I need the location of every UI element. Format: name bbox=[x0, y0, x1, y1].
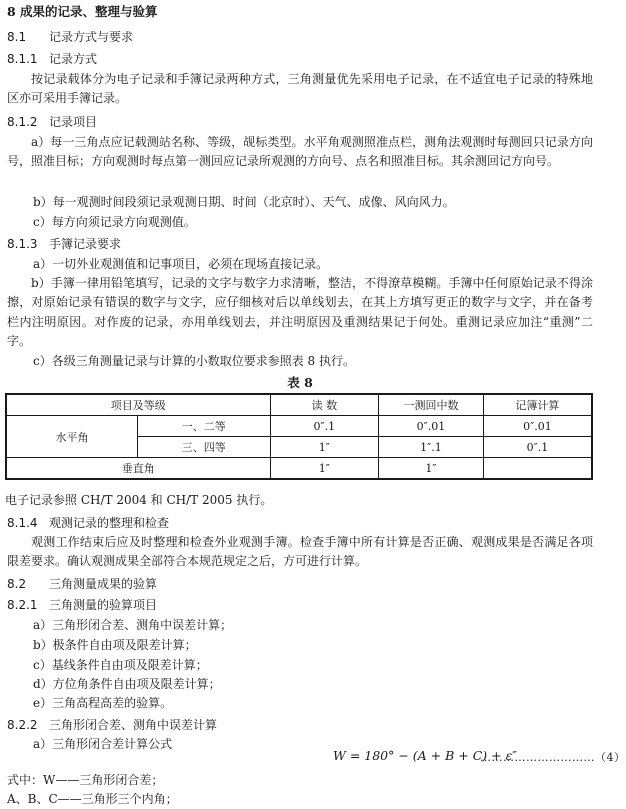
paragraph-8-1-4: 观测工作结束后应及时整理和检查外业观测手簿。检查手簿中所有计算是否正确、观测成果是否满足各项限差要求。确认观测成果全部符合本规范规定之后，方可进行计算。 bbox=[7, 535, 593, 569]
table-8-caption: 表 8 bbox=[287, 375, 313, 390]
section-number: 8.2.1 bbox=[7, 598, 38, 612]
paragraph-8-1-3-a: a）一切外业观测值和记事项目，必须在现场直接记录。 bbox=[33, 257, 329, 271]
section-8-1-1-heading bbox=[7, 50, 97, 67]
section-8-1-4-heading bbox=[7, 514, 169, 531]
electronic-record-note: 电子记录参照 CH/T 2004 和 CH/T 2005 执行。 bbox=[5, 493, 273, 507]
table-row bbox=[6, 416, 592, 437]
paragraph-8-1-1: 按记录载体分为电子记录和手簿记录两种方式，三角测量优先采用电子记录，在不适宜电子记录的特殊地区亦可采用手簿记录。 bbox=[7, 72, 593, 106]
table-header-row bbox=[6, 394, 592, 416]
section-number: 8.1.2 bbox=[7, 115, 38, 129]
section-title: 三角测量的验算项目 bbox=[49, 598, 158, 612]
paragraph-8-1-2-a: a）每一三角点应记载测站名称、等级，觇标类型。水平角观测照准点栏，测角法观测时每测回只记录方向号，照准目标；方向观测时每点第一测回应记录所观测的方向号、点名和照准目标。其余测回记方向号。 bbox=[7, 135, 593, 169]
table-cell-vertical-angle: 垂直角 bbox=[6, 458, 270, 480]
section-title: 观测记录的整理和检查 bbox=[49, 516, 170, 530]
section-title: 记录方式与要求 bbox=[49, 30, 134, 44]
table-cell-mean: 1″.1 bbox=[379, 437, 484, 458]
paragraph-8-2-2-a: a）三角形闭合差计算公式 bbox=[33, 737, 173, 751]
formula-number: …………………………（4） bbox=[480, 751, 626, 764]
table-header-cell: 读 数 bbox=[270, 394, 379, 416]
section-8-1-3-heading bbox=[7, 235, 121, 252]
list-item: b）极条件自由项及限差计算； bbox=[33, 638, 197, 652]
table-header-cell: 一测回中数 bbox=[379, 394, 484, 416]
paragraph-8-1-2-b: b）每一观测时间段须记录观测日期、时间（北京时）、天气、成像、风向风力。 bbox=[33, 195, 455, 209]
table-cell-grade: 一、二等 bbox=[137, 416, 270, 437]
section-number: 8.2 bbox=[7, 577, 27, 591]
section-8-2-2-heading bbox=[7, 716, 217, 733]
section-8-2-1-heading bbox=[7, 596, 157, 613]
table-header-cell: 记簿计算 bbox=[483, 394, 592, 416]
section-8-1-2-heading bbox=[7, 113, 97, 130]
section-8-1-heading bbox=[7, 28, 133, 45]
list-item: c）基线条件自由项及限差计算； bbox=[33, 658, 208, 672]
list-item: e）三角高程高差的验算。 bbox=[33, 696, 173, 710]
section-title: 记录方式 bbox=[49, 52, 98, 66]
table-cell-reading: 1″ bbox=[270, 437, 379, 458]
table-cell-calc: 0″.1 bbox=[483, 437, 592, 458]
section-number: 8.2.2 bbox=[7, 718, 38, 732]
table-cell-reading: 1″ bbox=[270, 458, 379, 480]
table-cell-calc bbox=[483, 458, 592, 480]
table-cell-reading: 0″.1 bbox=[270, 416, 379, 437]
section-title: 记录项目 bbox=[49, 115, 98, 129]
list-item: d）方位角条件自由项及限差计算； bbox=[33, 677, 221, 691]
section-title: 手簿记录要求 bbox=[49, 237, 122, 251]
paragraph-8-1-3-c: c）各级三角测量记录与计算的小数取位要求参照表 8 执行。 bbox=[33, 354, 355, 368]
section-number: 8.1.4 bbox=[7, 516, 38, 530]
section-title: 三角测量成果的验算 bbox=[49, 577, 158, 591]
section-8-2-heading bbox=[7, 575, 157, 592]
table-cell-mean: 1″ bbox=[379, 458, 484, 480]
paragraph-8-1-3-b: b）手簿一律用铅笔填写，记录的文字与数字力求清晰，整洁，不得潦草模糊。手簿中任何原始记录不得涂擦，对原始记录有错误的数字与文字，应仔细核对后以单线划去，在其上方填写更正的数字与文字，并在备考栏内注明原因。对作废的记录，亦用单线划去，并注明原因及重测结果记于何处。重测记录应加注“重测”二字。 bbox=[7, 276, 593, 348]
formula-4: W = 180° − (A + B + C) + ε″ bbox=[333, 748, 517, 763]
table-8 bbox=[5, 393, 593, 480]
section-8-heading: 8 成果的记录、整理与验算 bbox=[7, 4, 158, 19]
section-number: 8.1.3 bbox=[7, 237, 38, 251]
paragraph-8-1-2-c: c）每方向须记录方向观测值。 bbox=[33, 215, 196, 229]
table-cell-mean: 0″.01 bbox=[379, 416, 484, 437]
table-cell-calc: 0″.01 bbox=[483, 416, 592, 437]
formula-where-1: 式中：W——三角形闭合差； bbox=[7, 773, 164, 787]
section-number: 8.1.1 bbox=[7, 52, 38, 66]
table-header-cell: 项目及等级 bbox=[6, 394, 270, 416]
section-number: 8.1 bbox=[7, 30, 27, 44]
section-title: 三角形闭合差、测角中误差计算 bbox=[49, 718, 218, 732]
table-cell-horizontal-angle: 水平角 bbox=[6, 416, 137, 458]
table-cell-grade: 三、四等 bbox=[137, 437, 270, 458]
list-item: a）三角形闭合差、测角中误差计算； bbox=[33, 618, 233, 632]
table-row bbox=[6, 458, 592, 480]
formula-where-2: A、B、C——三角形三个内角； bbox=[7, 792, 178, 806]
